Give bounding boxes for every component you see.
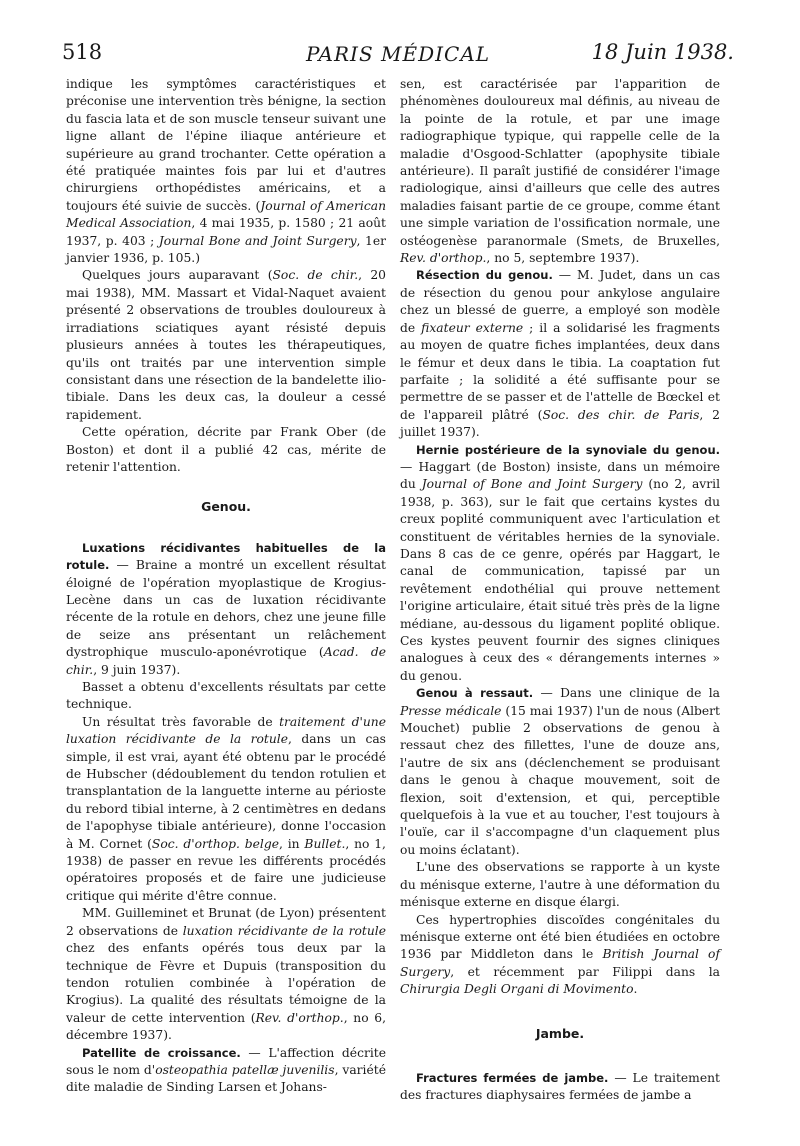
running-title: PARIS MÉDICAL: [305, 42, 491, 66]
left-column: [66, 76, 386, 1097]
section-heading-genou: Genou.: [201, 499, 251, 515]
subheading-ressaut: Genou à ressaut.: [416, 686, 534, 701]
section-heading-jambe: Jambe.: [535, 1025, 585, 1041]
paragraph-resection: Résection du genou. — M. Judet, dans un cas de résection du genou pour ankylose angulaire chez un blessé de guerre, a employé son modèle de fixateur externe ; il a solidarisé les fragments au moyen de quatre fiches implantées, deux dans le fémur et deux dans le tibia. La coaptation fut parfaite ; la solidité a été suffisante pour se permettre de se passer et de l'attelle de Bœckel et de l'appareil plâtré (Soc. des chir. de Paris, 2 juillet 1937).: [400, 268, 721, 440]
page-number: 518: [62, 40, 103, 64]
paragraph-sinding-larsen: sen, est caractérisée par l'apparition de phénomènes douloureux mal définis, au niveau de la pointe de la rotule, et par une image radiographique typique, qui rappelle celle de la maladie d'Osgood-Schlatter (apophysite tibiale antérieure). Il paraît justifié de considérer l'image radiologique, ainsi d'ailleurs que celle des autres maladies faisant partie de ce groupe, comme étant une simple variation de l'ossification normale, une ostéogenèse paranormale (Smets, de Bruxelles, Rev. d'orthop., no 5, septembre 1937).: [400, 77, 720, 266]
subheading-luxations: Luxations récidivantes habituelles de la rotule.: [66, 540, 386, 573]
paragraph-observations: L'une des observations se rapporte à un kyste du ménisque externe, l'autre à une déformation du ménisque externe en disque élargi.: [400, 860, 720, 910]
page-header: [62, 40, 734, 70]
subheading-resection: Résection du genou.: [416, 268, 553, 283]
right-column: [400, 76, 720, 1105]
subheading-fractures: Fractures fermées de jambe.: [416, 1070, 609, 1085]
paragraph-luxations: Luxations récidivantes habituelles de la rotule. — Braine a montré un excellent résultat éloigné de l'opération myoplastique de Krogius-Lecène dans un cas de luxation récidivante récente de la rotule en dehors, chez une jeune fille de seize ans présentant un relâchement dystrophique musculo-aponévrotique (Acad. de chir., 9 juin 1937).: [66, 540, 386, 677]
paragraph-ober: Cette opération, décrite par Frank Ober (de Boston) et dont il a publié 42 cas, mérite de retenir l'attention.: [66, 425, 386, 474]
paragraph-cornet: Un résultat très favorable de traitement d'une luxation récidivante de la rotule, dans un cas simple, il est vrai, ayant été obtenu par le procédé de Hubscher (dédoublement du tendon rotulien et transplantation de la languette interne au périoste du rebord tibial interne, à 2 centimètres en dedans de l'apophyse tibiale antérieure), donne l'occasion à M. Cornet (Soc. d'orthop. belge, in Bullet., no 1, 1938) de passer en revue les différents procédés opératoires proposés et de faire une judicieuse critique qui mérite d'être connue.: [66, 714, 386, 903]
paragraph-guilleminet: MM. Guilleminet et Brunat (de Lyon) présentent 2 observations de luxation récidivante de la rotule chez des enfants opérés tous deux par la technique de Fèvre et Dupuis (transposition du tendon rotulien combinée à l'opération de Krogius). La qualité des résultats témoigne de la valeur de cette intervention (Rev. d'orthop., no 6, décembre 1937).: [66, 906, 386, 1043]
paragraph-hernie: Hernie postérieure de la synoviale du genou. — Haggart (de Boston) insiste, dans un mémoire du Journal of Bone and Joint Surgery (no 2, avril 1938, p. 363), sur le fait que certains kystes du creux poplité communiquent avec l'articulation et constituent de véritables hernies de la synoviale. Dans 8 cas de ce genre, opérés par Haggart, le canal de communication, tapissé par un revêtement endothélial qui prouve nettement l'origine articulaire, était situé très près de la ligne médiane, au-dessous du ligament poplité oblique. Ces kystes peuvent fournir des signes cliniques analogues à ceux des « dérangements internes » du genou.: [400, 442, 720, 683]
paragraph-basset: Basset a obtenu d'excellents résultats par cette technique.: [66, 680, 386, 712]
paragraph-fascia-lata: indique les symptômes caractéristiques et préconise une intervention très bénigne, la section du fascia lata et de son muscle tenseur suivant une ligne allant de l'épine iliaque antérieure et supérieure au grand trochanter. Cette opération a été pratiquée maintes fois par lui et d'autres chirurgiens orthopédistes américains, et a toujours été suivie de succès. (Journal of American Medical Association, 4 mai 1935, p. 1580 ; 21 août 1937, p. 403 ; Journal Bone and Joint Surgery, 1er janvier 1936, p. 105.): [66, 77, 387, 266]
paragraph-fractures: Fractures fermées de jambe. — Le traitement des fractures diaphysaires fermées de jambe a: [400, 1070, 720, 1103]
paragraph-hypertrophies: Ces hypertrophies discoïdes congénitales du ménisque externe ont été bien étudiées en octobre 1936 par Middleton dans le British Journal of Surgery, et récemment par Filippi dans la Chirurgia Degli Organi di Movimento.: [400, 912, 720, 997]
issue-date: 18 Juin 1938.: [591, 40, 734, 64]
paragraph-massart: Quelques jours auparavant (Soc. de chir., 20 mai 1938), MM. Massart et Vidal-Naquet avaient présenté 2 observations de troubles douloureux à irradiations sciatiques ayant résisté depuis plusieurs années à toutes les thérapeutiques, qu'ils ont traités par une intervention simple consistant dans une résection de la bandelette ilio-tibiale. Dans les deux cas, la douleur a cessé rapidement.: [66, 268, 386, 422]
paragraph-ressaut: Genou à ressaut. — Dans une clinique de la Presse médicale (15 mai 1937) l'un de nous (Albert Mouchet) publie 2 observations de genou à ressaut chez des fillettes, l'une de douze ans, l'autre de six ans (déclenchement se produisant dans le genou à chaque mouvement, soit de flexion, soit d'extension, et qui, perceptible quelquefois à la vue et au toucher, l'est toujours à l'ouïe, car il s'accompagne d'un claquement plus ou moins éclatant).: [400, 686, 721, 857]
paragraph-patellite: Patellite de croissance. — L'affection décrite sous le nom d'osteopathia patellæ juvenilis, variété dite maladie de Sinding Larsen et Johans-: [66, 1045, 386, 1095]
subheading-patellite: Patellite de croissance.: [82, 1045, 241, 1060]
subheading-hernie: Hernie postérieure de la synoviale du genou.: [416, 442, 720, 457]
